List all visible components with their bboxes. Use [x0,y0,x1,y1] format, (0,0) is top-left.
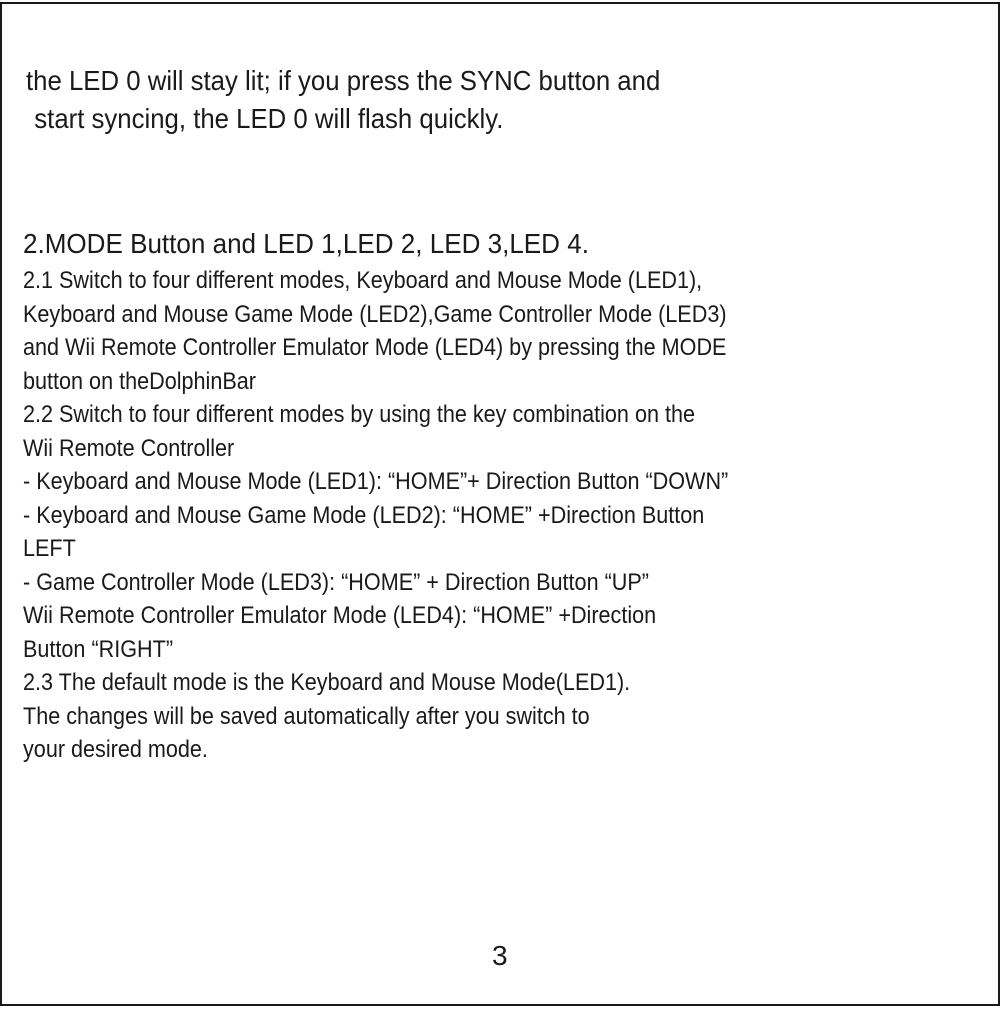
body-line: 2.3 The default mode is the Keyboard and Mouse Mode(LED1). [23,669,631,696]
body-line: - Game Controller Mode (LED3): “HOME” + Direction Button “UP” [23,568,649,596]
section-body [23,264,728,767]
body-line: 2.1 Switch to four different modes, Keyboard and Mouse Mode (LED1), [23,267,703,294]
body-line: Wii Remote Controller Emulator Mode (LED4): “HOME” +Direction [23,602,657,629]
page-frame [0,2,1000,1006]
body-line: 2.2 Switch to four different modes by using the key combination on the [23,401,696,428]
body-line: - Keyboard and Mouse Game Mode (LED2): “HOME” +Direction Button [23,501,705,529]
body-line: Wii Remote Controller [23,434,235,462]
intro-line: the LED 0 will stay lit; if you press the SYNC button and [26,65,661,96]
body-line: Keyboard and Mouse Game Mode (LED2),Game Controller Mode (LED3) [23,300,727,328]
body-line: button on theDolphinBar [23,367,256,395]
intro-line: start syncing, the LED 0 will flash quickly. [34,103,504,134]
body-line: The changes will be saved automatically after you switch to [23,702,590,730]
body-line: and Wii Remote Controller Emulator Mode (LED4) by pressing the MODE [23,334,727,361]
body-line: Button “RIGHT” [23,635,174,663]
body-line: your desired mode. [23,736,208,763]
section-heading: 2.MODE Button and LED 1,LED 2, LED 3,LED 4. [23,228,589,259]
intro-paragraph [26,62,660,138]
body-line: - Keyboard and Mouse Mode (LED1): “HOME”+ Direction Button “DOWN” [23,468,729,495]
body-line: LEFT [23,535,76,562]
page-number: 3 [492,940,508,971]
